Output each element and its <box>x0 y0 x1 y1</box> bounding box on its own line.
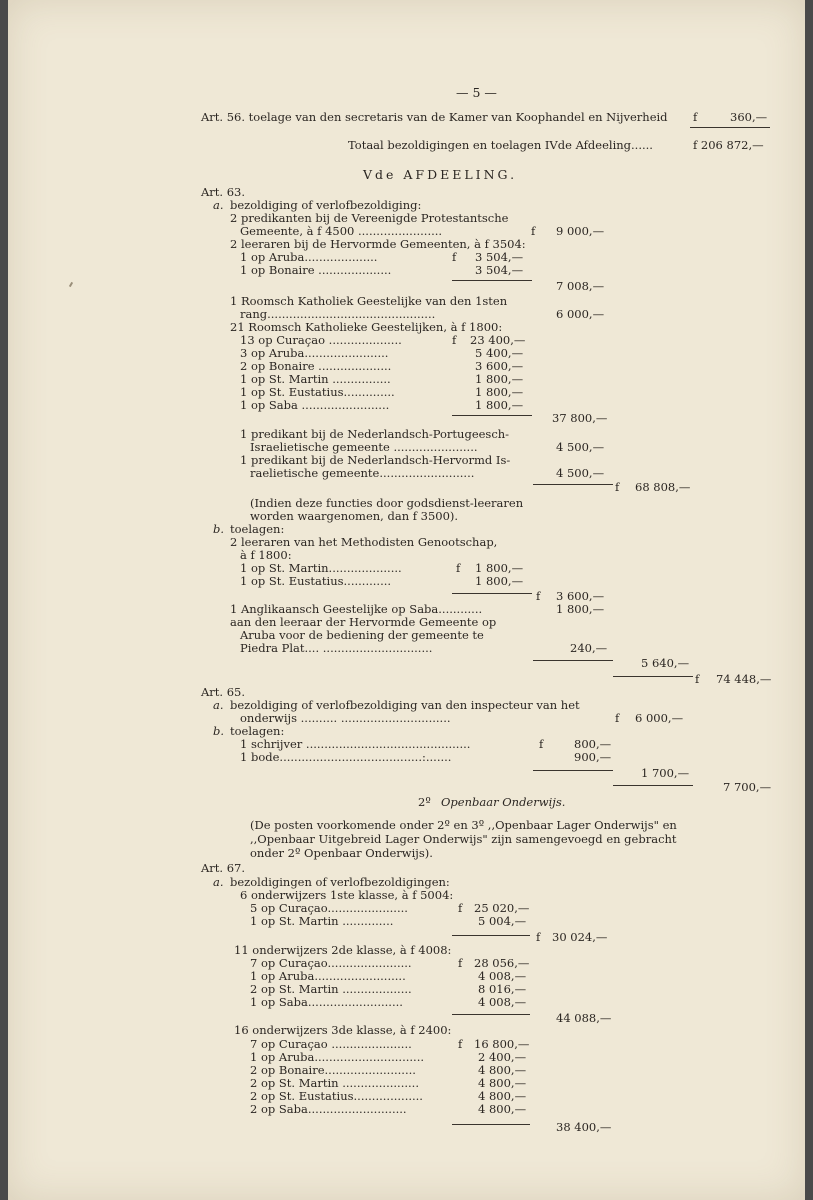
rule <box>452 935 530 936</box>
text-line: Aruba voor de bediening der gemeente te <box>240 628 484 642</box>
text-line: 3 op Aruba....................... <box>240 346 389 360</box>
text-line: 2 op St. Martin ................... <box>250 982 412 996</box>
art56-label: Art. 56. toelage van den secretaris van de Kamer van Koophandel en Nijverheid <box>201 110 668 124</box>
text-line: 1 Anglikaansch Geestelijke op Saba............ <box>230 602 483 616</box>
subtotal: 3 600,— <box>556 589 605 603</box>
amount: 3 600,— <box>475 359 524 373</box>
amount: 4 800,— <box>478 1102 527 1116</box>
text-line: 21 Roomsch Katholieke Geestelijken, à f 1800: <box>230 320 503 334</box>
total-iv-label: Totaal bezoldigingen en toelagen IVde Afdeeling...... <box>348 138 653 152</box>
total-iv-amount: f 206 872,— <box>693 138 764 152</box>
section-v-heading: Vde AFDEELING. <box>363 167 518 182</box>
text-line: 1 op Saba.......................... <box>250 995 403 1009</box>
text-line: 1 op St. Eustatius............. <box>240 574 392 588</box>
art65-b-label: b. <box>213 724 225 738</box>
text-line: (Indien deze functies door godsdienst-leeraren <box>250 496 524 510</box>
amount: 1 800,— <box>556 602 605 616</box>
text-line: bezoldiging of verlofbezoldiging van den inspecteur van het <box>230 698 580 712</box>
text-line: worden waargenomen, dan f 3500). <box>250 509 459 523</box>
subtotal: 1 700,— <box>641 766 690 780</box>
text-line: 1 op St. Martin ................ <box>240 372 391 386</box>
text-line: onderwijs .......... .............................. <box>240 711 451 725</box>
amount: 1 800,— <box>475 372 524 386</box>
text-line: (De posten voorkomende onder 2º en 3º ,,Openbaar Lager Onderwijs" en <box>250 818 677 832</box>
amount: 1 800,— <box>475 398 524 412</box>
rule <box>533 660 613 661</box>
amount: 1 800,— <box>475 574 524 588</box>
section2-title: Openbaar Onderwijs. <box>441 795 566 809</box>
text-line: 1 op Aruba.................... <box>240 250 378 264</box>
text-line: Piedra Plat.... .............................. <box>240 641 433 655</box>
text-line: 1 op St. Martin.................... <box>240 561 402 575</box>
subtotal: 30 024,— <box>552 930 608 944</box>
currency: f <box>539 737 544 751</box>
art56-currency: f <box>693 110 698 124</box>
rule <box>690 127 770 128</box>
amount: 3 504,— <box>475 250 524 264</box>
art63-b-text: toelagen: <box>230 522 285 536</box>
art63-heading: Art. 63. <box>201 185 246 199</box>
section2-num: 2º <box>418 795 431 809</box>
total-a: 68 808,— <box>635 480 691 494</box>
currency: f <box>452 250 457 264</box>
amount: 28 056,— <box>474 956 530 970</box>
amount: 16 800,— <box>474 1037 530 1051</box>
amount: 4 500,— <box>556 466 605 480</box>
rule <box>452 593 532 594</box>
amount: 1 800,— <box>475 385 524 399</box>
amount: 6 000,— <box>635 711 684 725</box>
currency: f <box>458 901 463 915</box>
text-line: 2 op St. Martin ..................... <box>250 1076 419 1090</box>
currency: f <box>531 224 536 238</box>
text-line: 1 predikant bij de Nederlandsch-Portugeesch- <box>240 427 510 441</box>
text-line: 2 op Bonaire .................... <box>240 359 392 373</box>
text-line: aan den leeraar der Hervormde Gemeente op <box>230 615 497 629</box>
amount: 4 500,— <box>556 440 605 454</box>
text-line: 1 op Saba ........................ <box>240 398 390 412</box>
text-line: Gemeente, à f 4500 ....................... <box>240 224 443 238</box>
text-line: 1 predikant bij de Nederlandsch-Hervormd Is- <box>240 453 511 467</box>
rule <box>452 415 532 416</box>
grand-total: 74 448,— <box>716 672 772 686</box>
amount: 3 504,— <box>475 263 524 277</box>
amount: 4 800,— <box>478 1089 527 1103</box>
currency: f <box>456 561 461 575</box>
rule <box>533 484 613 485</box>
total-b: 5 640,— <box>641 656 690 670</box>
text-line: 2 leeraren van het Methodisten Genootschap, <box>230 535 498 549</box>
amount: 900,— <box>574 750 612 764</box>
amount: 4 008,— <box>478 969 527 983</box>
text-line: onder 2º Openbaar Onderwijs). <box>250 846 433 860</box>
text-line: 1 bode.......................................:....... <box>240 750 452 764</box>
rule <box>452 1014 530 1015</box>
text-line: 2 op Bonaire......................... <box>250 1063 416 1077</box>
text-line: 1 op Aruba......................... <box>250 969 406 983</box>
amount: 4 008,— <box>478 995 527 1009</box>
text-line: 7 op Curaçao....................... <box>250 956 412 970</box>
art67-heading: Art. 67. <box>201 861 246 875</box>
text-line: 7 op Curaçao ...................... <box>250 1037 412 1051</box>
amount: 9 000,— <box>556 224 605 238</box>
rule <box>613 785 693 786</box>
text-line: rang.............................................. <box>240 307 436 321</box>
text-line: 2 op Saba........................... <box>250 1102 407 1116</box>
amount: 4 800,— <box>478 1076 527 1090</box>
text-line: 1 op St. Martin .............. <box>250 914 394 928</box>
currency: f <box>615 480 620 494</box>
text-line: Israelietische gemeente ....................... <box>250 440 478 454</box>
text-line: 1 op St. Eustatius.............. <box>240 385 395 399</box>
art65-heading: Art. 65. <box>201 685 246 699</box>
text-line: 2 op St. Eustatius................... <box>250 1089 423 1103</box>
amount: 6 000,— <box>556 307 605 321</box>
art56-amount: 360,— <box>730 110 768 124</box>
art63-a-text: bezoldiging of verlofbezoldiging: <box>230 198 422 212</box>
art63-b-label: b. <box>213 522 225 536</box>
currency: f <box>695 672 700 686</box>
page-number: — 5 — <box>456 85 497 100</box>
art65-a-label: a. <box>213 698 224 712</box>
amount: 240,— <box>570 641 608 655</box>
text-line: 2 predikanten bij de Vereenigde Protestantsche <box>230 211 509 225</box>
subtotal: 38 400,— <box>556 1120 612 1134</box>
amount: 5 004,— <box>478 914 527 928</box>
amount: 23 400,— <box>470 333 526 347</box>
text-line: 1 Roomsch Katholiek Geestelijke van den 1sten <box>230 294 508 308</box>
text-line: 1 op Aruba.............................. <box>250 1050 425 1064</box>
amount: 4 800,— <box>478 1063 527 1077</box>
text-line: raelietische gemeente.......................... <box>250 466 475 480</box>
amount: 5 400,— <box>475 346 524 360</box>
rule <box>533 770 613 771</box>
amount: 800,— <box>574 737 612 751</box>
art65-total: 7 700,— <box>723 780 772 794</box>
rule <box>452 280 532 281</box>
amount: 8 016,— <box>478 982 527 996</box>
document-page <box>8 0 805 1200</box>
currency: f <box>452 333 457 347</box>
paper-speck <box>69 282 73 287</box>
rule <box>613 676 693 677</box>
rule <box>452 1124 530 1125</box>
art65-b-text: toelagen: <box>230 724 285 738</box>
text-line: ,,Openbaar Uitgebreid Lager Onderwijs" zijn samengevoegd en gebracht <box>250 832 677 846</box>
text-line: 16 onderwijzers 3de klasse, à f 2400: <box>234 1023 452 1037</box>
amount: 1 800,— <box>475 561 524 575</box>
currency: f <box>458 1037 463 1051</box>
currency: f <box>615 711 620 725</box>
art63-a-label: a. <box>213 198 224 212</box>
subtotal: 37 800,— <box>552 411 608 425</box>
currency: f <box>536 589 541 603</box>
text-line: 11 onderwijzers 2de klasse, à f 4008: <box>234 943 452 957</box>
text-line: 13 op Curaçao .................... <box>240 333 402 347</box>
amount: 25 020,— <box>474 901 530 915</box>
text-line: 1 schrijver ............................................. <box>240 737 471 751</box>
text-line: 2 leeraren bij de Hervormde Gemeenten, à f 3504: <box>230 237 526 251</box>
text-line: 1 op Bonaire .................... <box>240 263 392 277</box>
amount: 2 400,— <box>478 1050 527 1064</box>
text-line: 6 onderwijzers 1ste klasse, à f 5004: <box>240 888 454 902</box>
text-line: à f 1800: <box>240 548 292 562</box>
currency: f <box>536 930 541 944</box>
currency: f <box>458 956 463 970</box>
subtotal: 44 088,— <box>556 1011 612 1025</box>
subtotal: 7 008,— <box>556 279 605 293</box>
text-line: 5 op Curaçao...................... <box>250 901 408 915</box>
art67-a-text: bezoldigingen of verlofbezoldigingen: <box>230 875 450 889</box>
art67-a-label: a. <box>213 875 224 889</box>
